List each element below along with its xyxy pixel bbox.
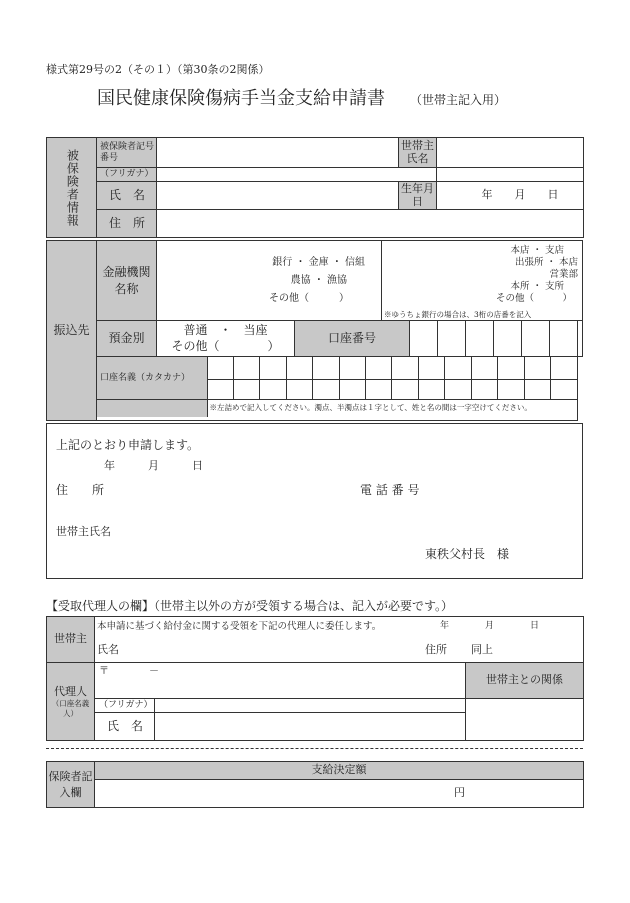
cut-line [46, 748, 583, 749]
branch-type-3: 本所 ・ 支所 [510, 280, 564, 292]
insurer-label: 保険者記入欄 [47, 762, 95, 808]
delegation-name-label: 氏名 [97, 643, 119, 656]
agent-furigana-field[interactable] [155, 699, 466, 713]
deposit-option-1: 普通 ・ 当座 [183, 322, 268, 337]
account-digit-5[interactable] [522, 321, 550, 357]
form-number: 様式第29号の2（その１）（第30条の2関係） [46, 63, 270, 76]
bank-type-2: 農協 ・ 漁協 [290, 274, 347, 286]
dob-label: 生年月日 [399, 182, 437, 210]
agent-table [46, 616, 584, 741]
declaration-statement: 上記のとおり申請します。 [56, 438, 200, 452]
holder-char[interactable] [550, 357, 577, 379]
agent-name-label: 氏 名 [95, 713, 155, 741]
holder-char[interactable] [392, 357, 418, 379]
holder-char[interactable] [260, 357, 286, 379]
branch-type-1: 本店 ・ 支店 [510, 245, 564, 256]
holder-char[interactable] [498, 379, 524, 399]
holder-char[interactable] [339, 357, 365, 379]
address-field[interactable] [157, 210, 584, 238]
name-field[interactable] [157, 182, 399, 210]
holder-char[interactable] [233, 379, 259, 399]
name-label: 氏 名 [97, 182, 157, 210]
amount-label: 支給決定額 [95, 762, 584, 780]
furigana-label: （フリガナ） [97, 168, 157, 182]
agent-delegation[interactable] [95, 617, 584, 663]
insured-section-label: 被保険者情報 [47, 138, 97, 238]
transfer-section-label: 振込先 [47, 241, 97, 421]
delegation-same: 同上 [471, 643, 493, 656]
holder-char[interactable] [550, 379, 577, 399]
holder-char[interactable] [524, 357, 550, 379]
holder-char[interactable] [313, 379, 339, 399]
delegation-address-label: 住所 [425, 643, 447, 656]
holder-char[interactable] [445, 379, 471, 399]
account-digit-6[interactable] [550, 321, 578, 357]
holder-char[interactable] [207, 379, 233, 399]
agent-postal-field[interactable]: 〒 － [95, 663, 466, 699]
head-name-label: 世帯主氏名 [399, 138, 437, 168]
holder-char[interactable] [233, 357, 259, 379]
holder-char[interactable] [260, 379, 286, 399]
holder-note: ※左詰めで記入してください。濁点、半濁点は１字として、姓と名の間は一字空けてください。 [207, 399, 577, 417]
branch-type-2: 出張所 ・ 本店営業部 [514, 256, 578, 280]
transfer-table [46, 240, 583, 421]
holder-char[interactable] [286, 379, 312, 399]
holder-char[interactable] [339, 379, 365, 399]
insured-id-label: 被保険者記号番号 [97, 138, 157, 168]
holder-char[interactable] [392, 379, 418, 399]
declaration-head-name-label: 世帯主氏名 [56, 525, 111, 538]
deposit-type-field[interactable] [157, 321, 295, 357]
insured-id-field[interactable] [157, 138, 399, 168]
furigana-field[interactable] [157, 168, 437, 182]
holder-char[interactable] [286, 357, 312, 379]
holder-char[interactable] [366, 357, 392, 379]
account-number-label: 口座番号 [295, 321, 410, 357]
account-digit-2[interactable] [438, 321, 466, 357]
dob-field[interactable]: 年 月 日 [437, 182, 584, 210]
holder-char[interactable] [418, 379, 444, 399]
form-subtitle: （世帯主記入用） [410, 93, 507, 107]
holder-char[interactable] [498, 357, 524, 379]
account-digit-4[interactable] [494, 321, 522, 357]
bank-type-field[interactable] [157, 241, 382, 321]
account-holder-area [97, 357, 578, 421]
furigana-spacer [437, 168, 584, 182]
form-title: 国民健康保険傷病手当金支給申請書 [97, 88, 385, 109]
holder-label: 口座名義（カタカナ） [97, 357, 207, 399]
agent-furigana-label: （フリガナ） [95, 699, 155, 713]
delegation-text: 本申請に基づく給付金に関する受領を下記の代理人に委任します。 [97, 621, 382, 632]
holder-char[interactable] [366, 379, 392, 399]
amount-field[interactable]: 円 [95, 780, 584, 808]
bank-type-1: 銀行 ・ 金庫 ・ 信組 [272, 256, 365, 268]
declaration-phone-label: 電 話 番 号 [360, 483, 420, 497]
agent-head-label: 世帯主 [47, 617, 95, 663]
deposit-option-2: その他（ ） [171, 338, 280, 353]
agent-heading: 【受取代理人の欄】（世帯主以外の方が受領する場合は、記入が必要です。） [46, 599, 454, 613]
account-digit-1[interactable] [410, 321, 438, 357]
holder-note-spacer [97, 399, 207, 417]
holder-char[interactable] [207, 357, 233, 379]
holder-char[interactable] [418, 357, 444, 379]
branch-type-4: その他（ ） [495, 292, 572, 304]
holder-char[interactable] [471, 357, 497, 379]
head-name-field[interactable] [437, 138, 584, 168]
account-digit-3[interactable] [466, 321, 494, 357]
yucho-note: ※ゆうちょ銀行の場合は、3桁の店番を記入 [384, 309, 532, 319]
declaration-address-label: 住 所 [56, 483, 105, 497]
agent-name-field[interactable] [155, 713, 466, 741]
bank-label: 金融機関名称 [97, 241, 157, 321]
relation-field[interactable] [466, 699, 584, 741]
addressee: 東秩父村長 様 [425, 547, 510, 561]
declaration-date[interactable]: 年 月 日 [104, 459, 203, 472]
delegation-date: 年 月 日 [440, 621, 540, 631]
holder-char[interactable] [471, 379, 497, 399]
holder-grid [97, 357, 577, 417]
agent-label: 代理人 （口座名義人） [47, 663, 95, 741]
address-label: 住 所 [97, 210, 157, 238]
holder-char[interactable] [524, 379, 550, 399]
holder-char[interactable] [313, 357, 339, 379]
holder-char[interactable] [445, 357, 471, 379]
insurer-table [46, 761, 584, 808]
branch-type-field[interactable] [382, 241, 583, 321]
deposit-label: 預金別 [97, 321, 157, 357]
insured-table [46, 137, 584, 238]
relation-label: 世帯主との関係 [466, 663, 584, 699]
bank-type-3: その他（ ） [269, 292, 349, 304]
account-digit-7[interactable] [578, 321, 583, 357]
